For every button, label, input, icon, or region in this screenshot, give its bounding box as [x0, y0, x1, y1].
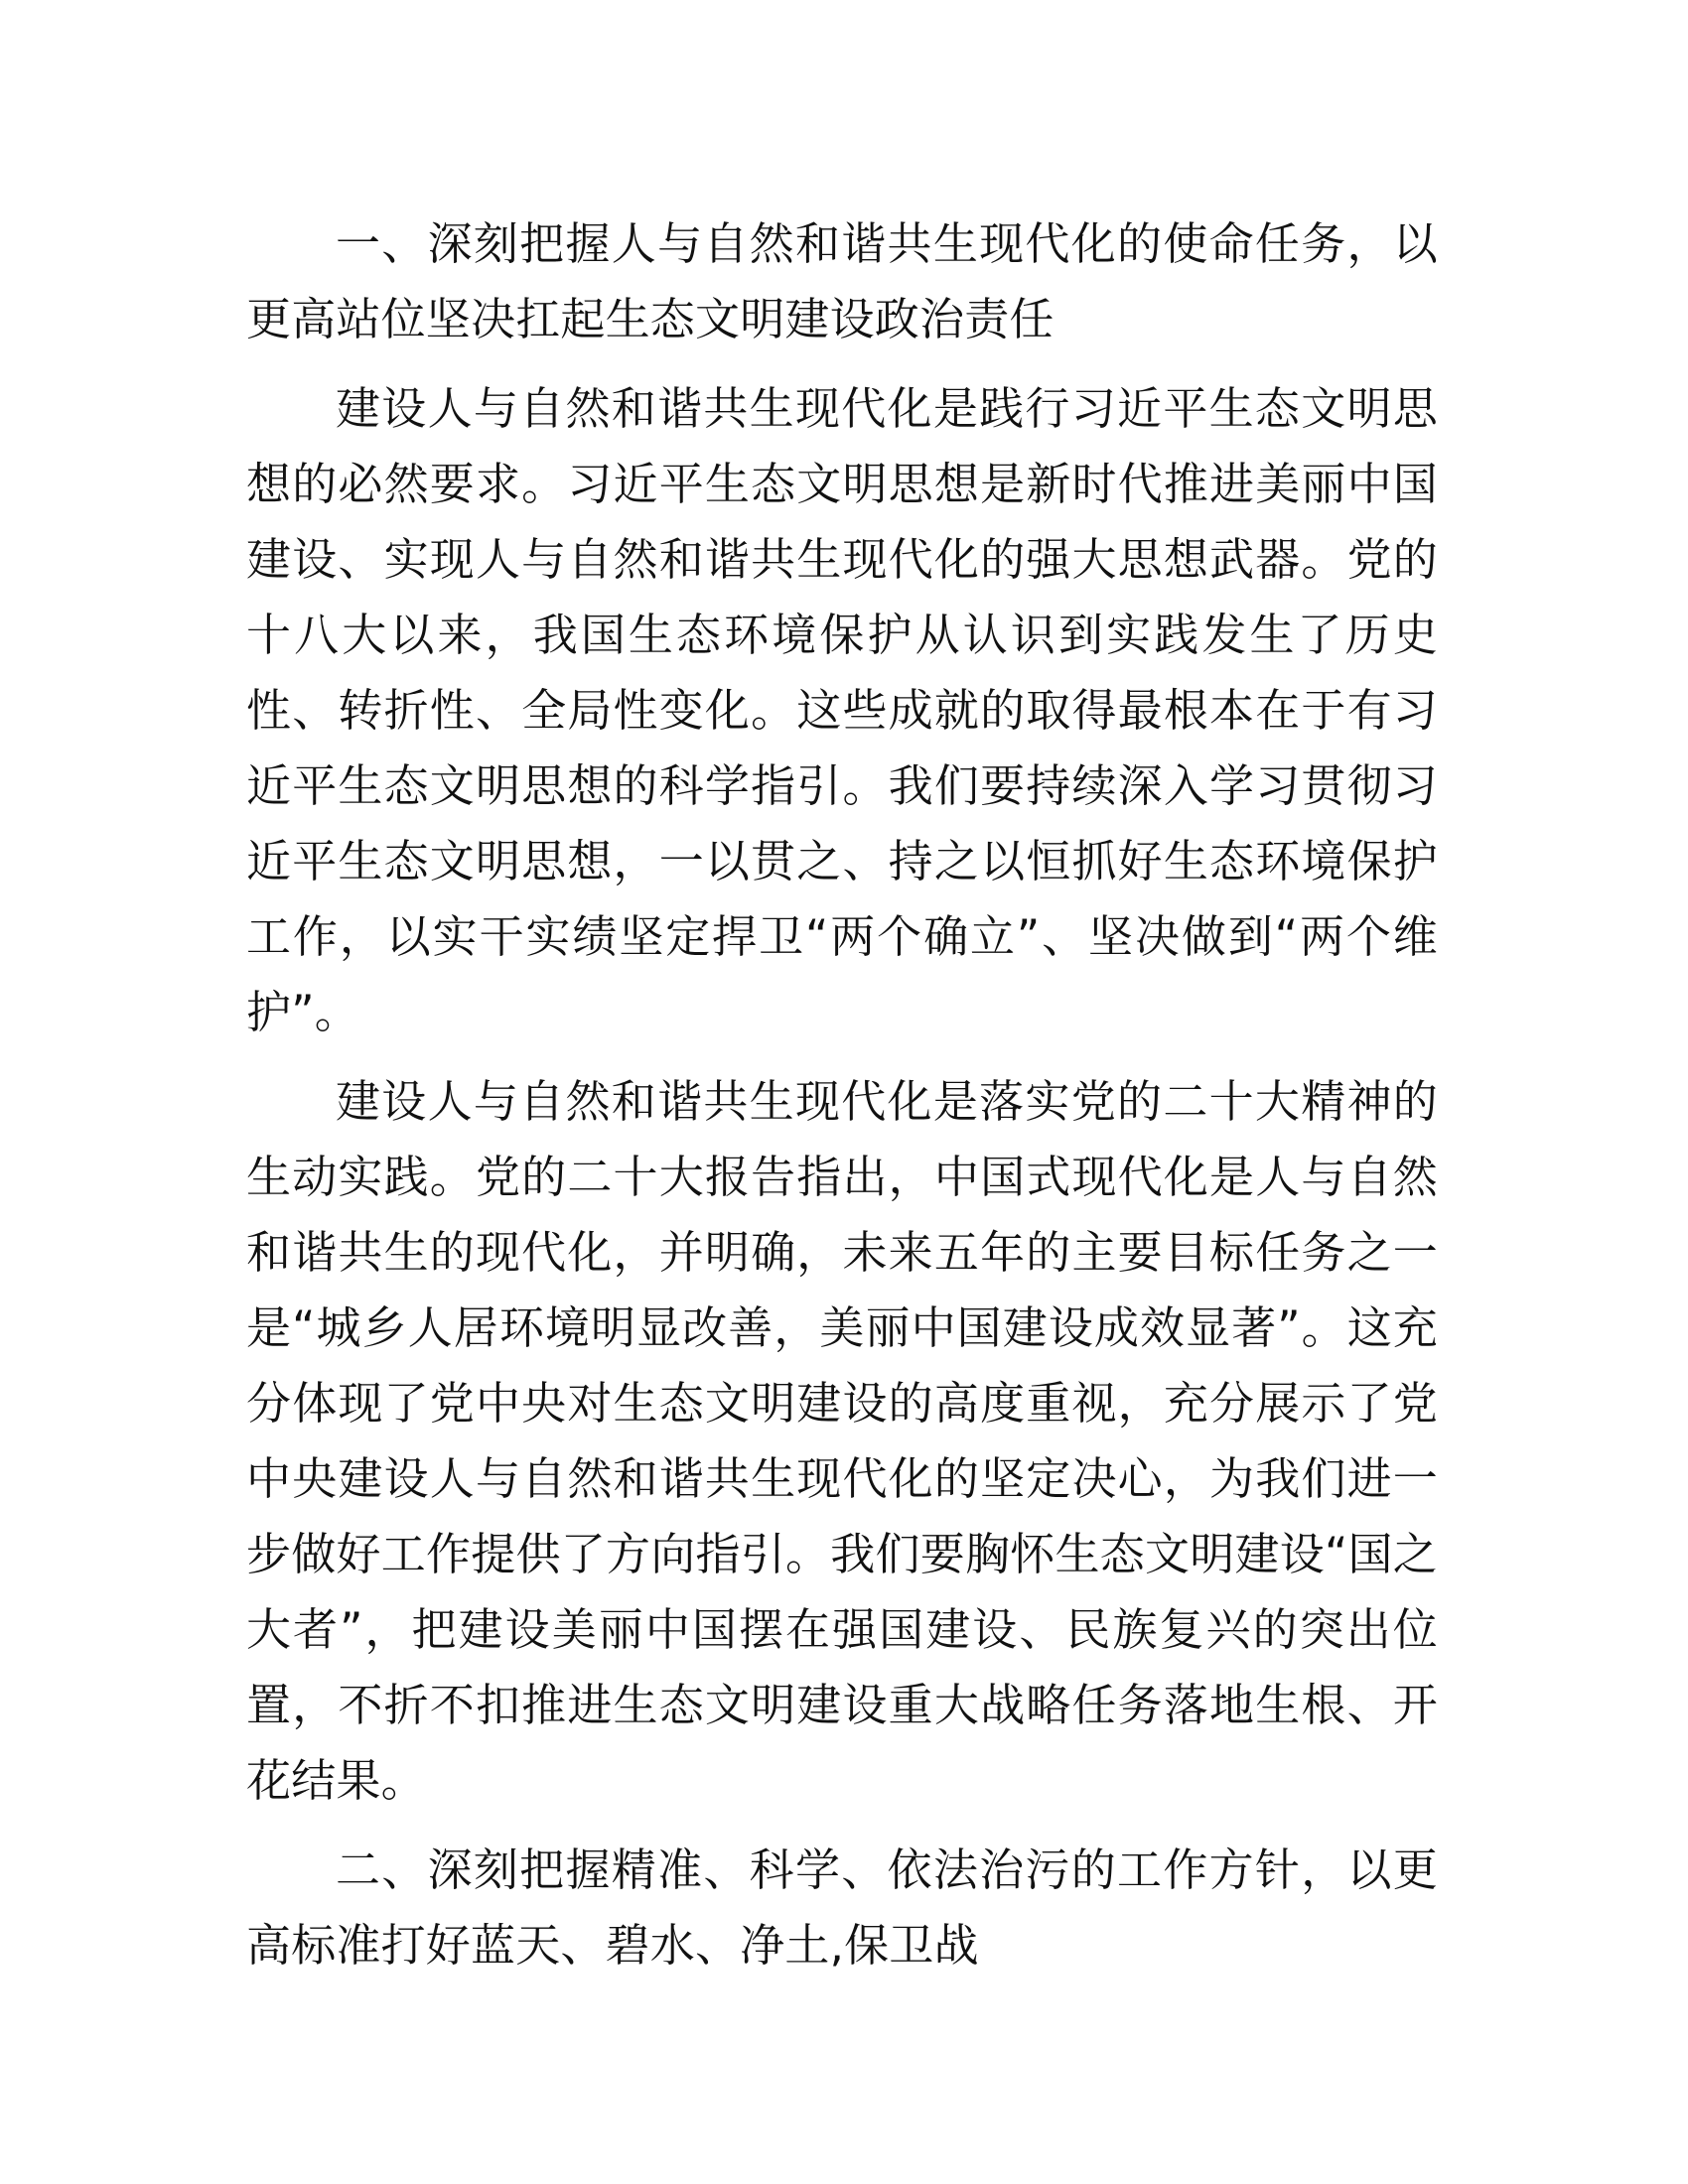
section-1-heading: 一、深刻把握人与自然和谐共生现代化的使命任务，以更高站位坚决扛起生态文明建设政治责任	[246, 217, 1438, 345]
section-1-paragraph-1: 建设人与自然和谐共生现代化是践行习近平生态文明思想的必然要求。习近平生态文明思想是新时代推进美丽中国建设、实现人与自然和谐共生现代化的强大思想武器。党的十八大以来，我国生态环境保护从认识到实践发生了历史性、转折性、全局性变化。这些成就的取得最根本在于有习近平生态文明思想的科学指引。我们要持续深入学习贯彻习近平生态文明思想，一以贯之、持之以恒抓好生态环境保护工作，以实干实绩坚定捍卫“两个确立”、坚决做到“两个维护”。	[246, 382, 1438, 1038]
section-2-heading: 二、深刻把握精准、科学、依法治污的工作方针，以更高标准打好蓝天、碧水、净土,保卫战	[246, 1843, 1438, 1972]
document-page	[246, 206, 1438, 1997]
section-1-paragraph-2: 建设人与自然和谐共生现代化是落实党的二十大精神的生动实践。党的二十大报告指出，中国式现代化是人与自然和谐共生的现代化，并明确，未来五年的主要目标任务之一是“城乡人居环境明显改善，美丽中国建设成效显著”。这充分体现了党中央对生态文明建设的高度重视，充分展示了党中央建设人与自然和谐共生现代化的坚定决心，为我们进一步做好工作提供了方向指引。我们要胸怀生态文明建设“国之大者”，把建设美丽中国摆在强国建设、民族复兴的突出位置，不折不扣推进生态文明建设重大战略任务落地生根、开花结果。	[246, 1075, 1438, 1807]
